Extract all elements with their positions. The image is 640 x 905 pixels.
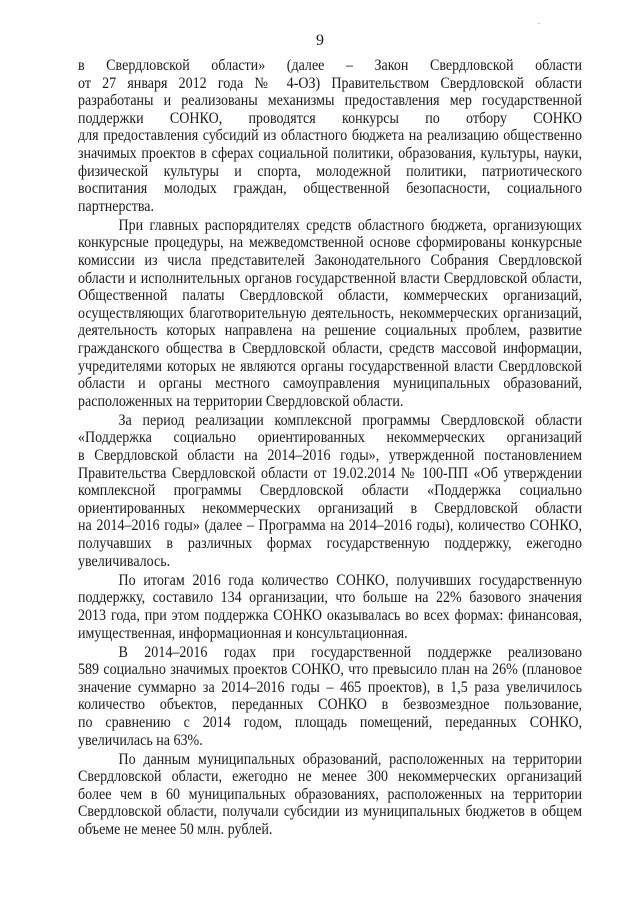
- text-line: По итогам 2016 года количество СОНКО, получивших государственную: [118, 571, 582, 589]
- text-line: области и органы местного самоуправления муниципальных образований,: [78, 375, 582, 393]
- document-body: [78, 57, 582, 840]
- text-line: 2013 года, при этом поддержка СОНКО оказывалась во всех формах: финансовая,: [78, 606, 582, 624]
- text-line: расположенных на территории Свердловской области.: [78, 392, 404, 410]
- text-line: партнерства.: [78, 197, 155, 215]
- page-number: 9: [316, 32, 324, 49]
- text-line: для предоставления субсидий из областного бюджета на реализацию общественно: [78, 127, 582, 145]
- text-line: объеме не менее 50 млн. рублей.: [78, 821, 273, 839]
- text-line: Свердловской области, получали субсидии из муниципальных бюджетов в общем: [78, 803, 582, 821]
- text-line: значимых проектов в сферах социальной политики, образования, культуры, науки,: [78, 144, 582, 162]
- text-line: воспитания молодых граждан, общественной безопасности, социального: [78, 180, 582, 198]
- text-line: количество объектов, переданных СОНКО в безвозмездное пользование,: [78, 696, 582, 714]
- text-line: деятельность которых направлена на решение социальных проблем, развитие: [78, 322, 582, 340]
- text-line: имущественная, информационная и консультационная.: [78, 624, 408, 642]
- text-line: на 2014–2016 годы» (далее – Программа на 2014–2016 годы), количество СОНКО,: [78, 517, 582, 535]
- text-line: увеличилась на 63%.: [78, 731, 203, 749]
- text-line: осуществляющих благотворительную деятельность, некоммерческих организаций,: [78, 304, 582, 322]
- text-line: Свердловской области, ежегодно не менее 300 некоммерческих организаций: [78, 768, 582, 786]
- text-line: Правительства Свердловской области от 19.02.2014 № 100-ПП «Об утверждении: [78, 464, 582, 482]
- paragraph: [78, 644, 582, 750]
- text-line: комиссии из числа представителей Законодательного Собрания Свердловской: [78, 252, 582, 270]
- text-line: гражданского общества в Свердловской области, средств массовой информации,: [78, 340, 582, 357]
- text-line: по сравнению с 2014 годом, площадь помещений, переданных СОНКО,: [78, 713, 582, 731]
- text-line: учредителями которых не являются органы государственной власти Свердловской: [78, 357, 582, 375]
- text-line: более чем в 60 муниципальных образованиях, расположенных на территории: [78, 785, 582, 803]
- text-line: конкурсные процедуры, на межведомственной основе сформированы конкурсные: [78, 234, 582, 252]
- text-line: разработаны и реализованы механизмы предоставления мер государственной: [78, 92, 582, 110]
- text-line: комплексной программы Свердловской области «Поддержка социально: [78, 482, 582, 500]
- text-line: При главных распорядителях средств областного бюджета, организующих: [118, 216, 582, 234]
- text-line: физической культуры и спорта, молодежной политики, патриотического: [78, 162, 582, 180]
- text-line: поддержку, составило 134 организации, что больше на 22% базового значения: [78, 589, 582, 607]
- text-line: По данным муниципальных образований, расположенных на территории: [118, 750, 582, 768]
- text-line: Общественной палаты Свердловской области, коммерческих организаций,: [78, 287, 582, 305]
- text-line: ориентированных некоммерческих организаций в Свердловской области: [78, 499, 582, 517]
- scan-mark: .: [538, 17, 540, 26]
- paragraph: [78, 217, 582, 411]
- paragraph: [78, 412, 582, 570]
- paragraph: [78, 57, 582, 215]
- text-line: получавших в различных формах государственную поддержку, ежегодно: [78, 535, 582, 553]
- text-line: в Свердловской области» (далее – Закон Свердловской области: [78, 57, 582, 74]
- text-line: «Поддержка социально ориентированных некоммерческих организаций: [78, 429, 582, 447]
- text-line: За период реализации комплексной программы Свердловской области: [118, 411, 582, 429]
- text-line: значение суммарно за 2014–2016 годы – 465 проектов), в 1,5 раза увеличилось: [78, 678, 582, 696]
- text-line: увеличивалось.: [78, 552, 171, 570]
- text-line: от 27 января 2012 года № 4-ОЗ) Правительством Свердловской области: [78, 74, 582, 92]
- text-line: поддержки СОНКО, проводятся конкурсы по отбору СОНКО: [78, 109, 582, 127]
- text-line: области и исполнительных органов государственной власти Свердловской области,: [78, 269, 582, 287]
- paragraph: [78, 572, 582, 642]
- text-line: В 2014–2016 годах при государственной поддержке реализовано: [118, 643, 582, 661]
- text-line: 589 социально значимых проектов СОНКО, что превысило план на 26% (плановое: [78, 661, 582, 679]
- paragraph: [78, 751, 582, 839]
- text-line: в Свердловской области на 2014–2016 годы», утвержденной постановлением: [78, 447, 582, 465]
